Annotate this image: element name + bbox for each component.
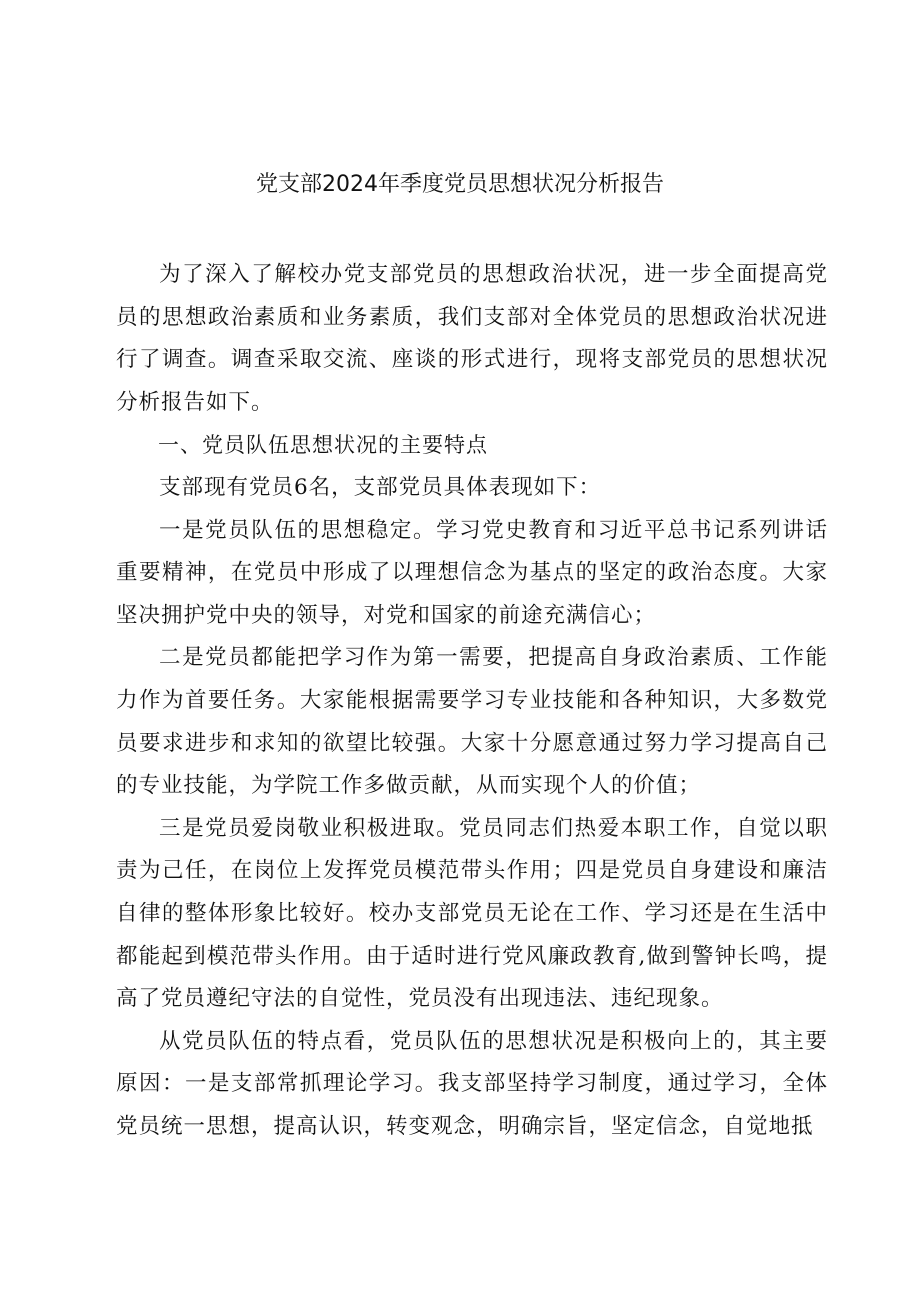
document-title: 党支部2024年季度党员思想状况分析报告 (256, 172, 664, 197)
paragraph-point-two: 二是党员都能把学习作为第一需要，把提高自身政治素质、工作能力作为首要任务。大家能根据需要学习专业技能和各种知识，大多数党员要求进步和求知的欲望比较强。大家十分愿意通过努力学习提高自己的专业技能，为学院工作多做贡献，从而实现个人的价值； (116, 645, 828, 799)
document-body (116, 254, 828, 1148)
paragraph-point-three: 三是党员爱岗敬业积极进取。党员同志们热爱本职工作，自觉以职责为己任，在岗位上发挥党员模范带头作用；四是党员自身建设和廉洁自律的整体形象比较好。校办支部党员无论在工作、学习还是在生活中都能起到模范带头作用。由于适时进行党风廉政教育,做到警钟长鸣，提高了党员遵纪守法的自觉性，党员没有出现违法、违纪现象。 (116, 815, 828, 1012)
paragraph-reasons: 从党员队伍的特点看，党员队伍的思想状况是积极向上的，其主要原因：一是支部常抓理论学习。我支部坚持学习制度，通过学习，全体党员统一思想，提高认识，转变观念，明确宗旨，坚定信念，自觉地抵 (116, 1028, 828, 1139)
paragraph-member-count: 支部现有党员6名，支部党员具体表现如下： (159, 474, 602, 500)
section-heading: 一、党员队伍思想状况的主要特点 (158, 433, 488, 458)
paragraph-point-one: 一是党员队伍的思想稳定。学习党史教育和习近平总书记系列讲话重要精神，在党员中形成了以理想信念为基点的坚定的政治态度。大家坚决拥护党中央的领导，对党和国家的前途充满信心； (116, 517, 828, 628)
paragraph-intro: 为了深入了解校办党支部党员的思想政治状况，进一步全面提高党员的思想政治素质和业务素质，我们支部对全体党员的思想政治状况进行了调查。调查采取交流、座谈的形式进行，现将支部党员的思想状况分析报告如下。 (116, 262, 828, 415)
